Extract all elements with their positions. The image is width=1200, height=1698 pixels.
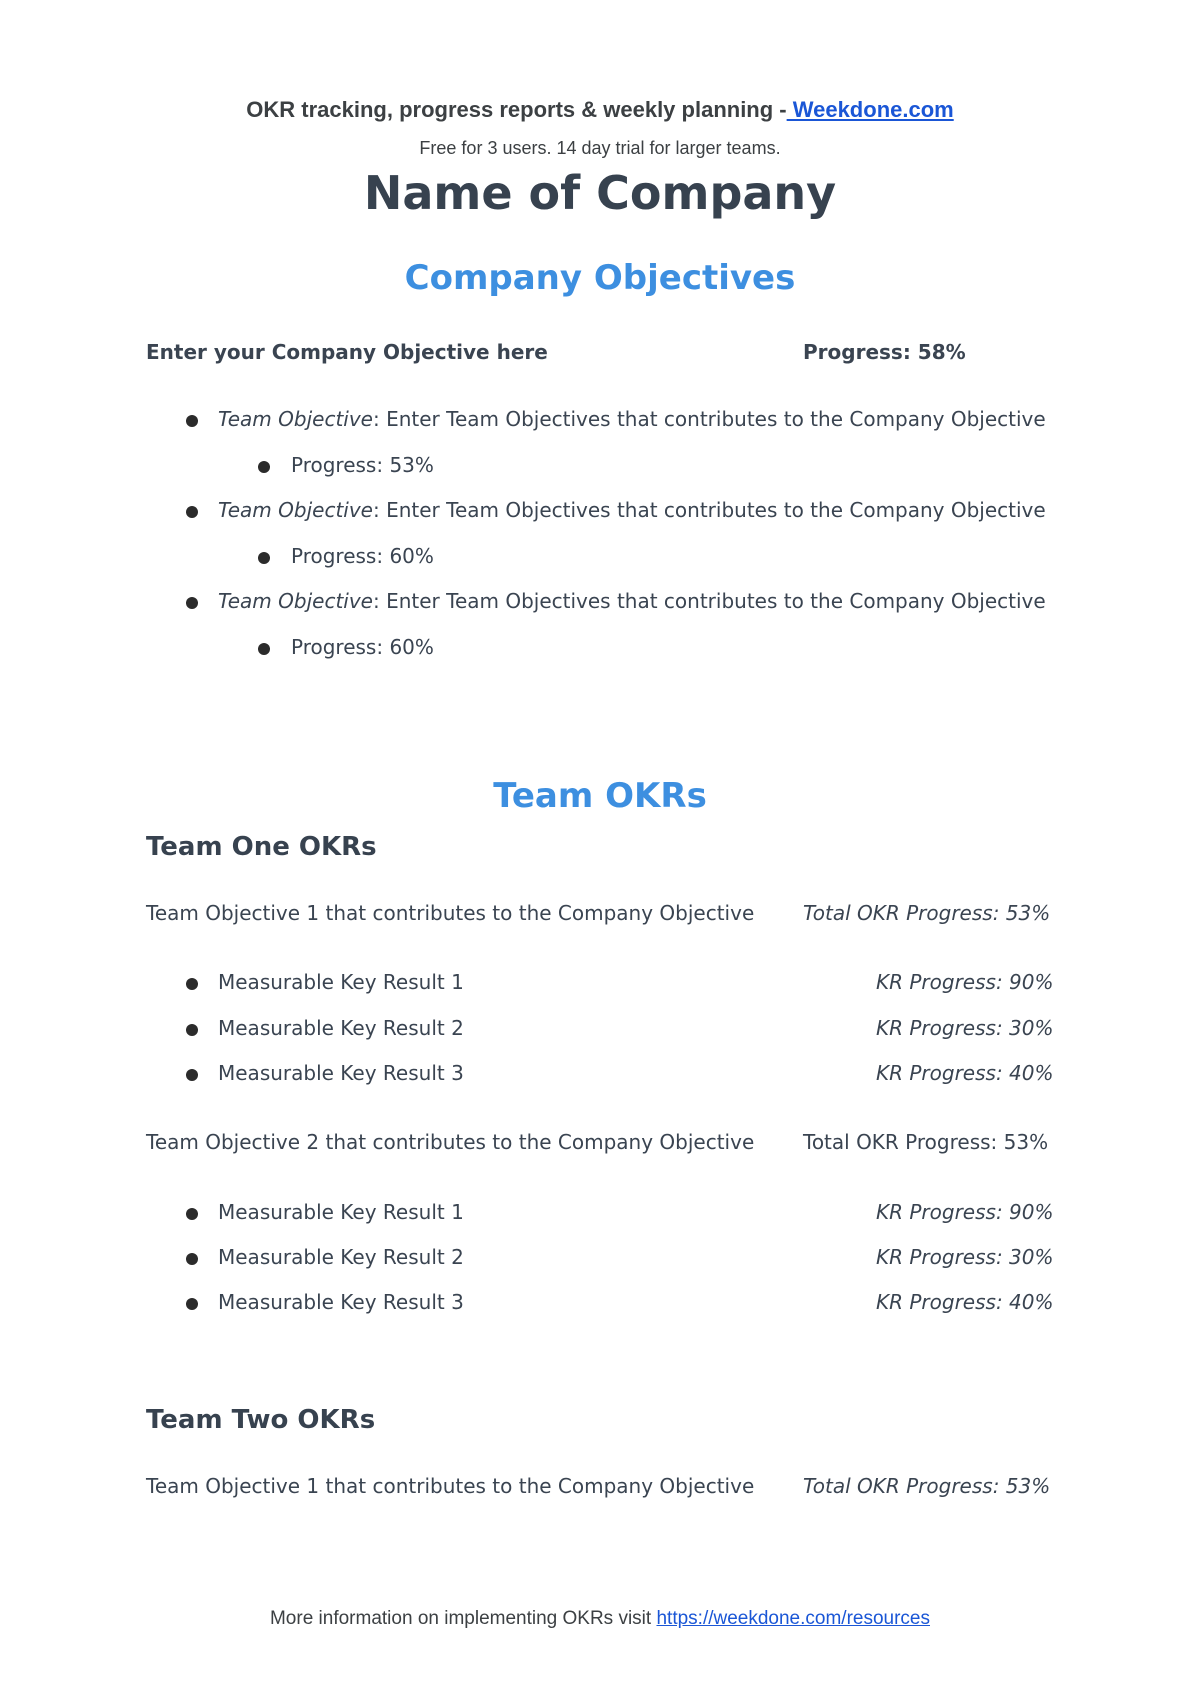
team-objective-progress: Progress: 60% (291, 635, 434, 659)
kr-progress: KR Progress: 30% (876, 1016, 1054, 1040)
team-name: Team One OKRs (146, 832, 377, 862)
kr-progress: KR Progress: 90% (876, 970, 1054, 994)
kr-progress: KR Progress: 90% (876, 1200, 1054, 1224)
footer-text: More information on implementing OKRs visit (269, 1608, 657, 1629)
company-objective-progress: Progress: 58% (803, 340, 966, 364)
team-objective-item (218, 407, 1046, 431)
bullet (186, 1208, 198, 1220)
key-result: Measurable Key Result 1 (218, 1200, 464, 1224)
team-objective: Team Objective 2 that contributes to the Company Objective (146, 1130, 755, 1154)
promo-text: OKR tracking, progress reports & weekly planning - (246, 97, 787, 122)
bullet (186, 1024, 198, 1036)
company-name: Name of Company (363, 166, 837, 220)
key-result: Measurable Key Result 1 (218, 970, 464, 994)
total-okr-progress: Total OKR Progress: 53% (803, 1130, 1049, 1154)
team-objective-text: : Enter Team Objectives that contributes to the Company Objective (372, 498, 1046, 522)
promo-line (0, 97, 1200, 123)
promo-subtext: Free for 3 users. 14 day trial for larger teams. (419, 138, 781, 158)
team-objective-item (218, 589, 1046, 613)
key-result: Measurable Key Result 2 (218, 1245, 464, 1269)
bullet (186, 506, 198, 518)
team-objective: Team Objective 1 that contributes to the Company Objective (146, 901, 755, 925)
team-objective-text: : Enter Team Objectives that contributes to the Company Objective (372, 407, 1046, 431)
company-objectives-heading: Company Objectives (404, 258, 796, 298)
bullet (186, 597, 198, 609)
kr-progress: KR Progress: 40% (876, 1290, 1054, 1314)
footer (0, 1608, 1200, 1630)
team-objective-text: : Enter Team Objectives that contributes to the Company Objective (372, 589, 1046, 613)
company-objective: Enter your Company Objective here (146, 340, 548, 364)
team-objective: Team Objective 1 that contributes to the Company Objective (146, 1474, 755, 1498)
bullet (186, 978, 198, 990)
kr-progress: KR Progress: 40% (876, 1061, 1054, 1085)
total-okr-progress: Total OKR Progress: 53% (803, 1474, 1051, 1498)
key-result: Measurable Key Result 3 (218, 1061, 464, 1085)
kr-progress: KR Progress: 30% (876, 1245, 1054, 1269)
bullet (186, 1298, 198, 1310)
key-result: Measurable Key Result 2 (218, 1016, 464, 1040)
bullet (258, 643, 270, 655)
bullet (258, 552, 270, 564)
total-okr-progress: Total OKR Progress: 53% (803, 901, 1051, 925)
resources-link[interactable]: https://weekdone.com/resources (656, 1608, 930, 1629)
bullet (186, 1253, 198, 1265)
team-objective-progress: Progress: 60% (291, 544, 434, 568)
bullet (186, 1069, 198, 1081)
team-name: Team Two OKRs (146, 1405, 376, 1435)
team-objective-label: Team Objective (218, 498, 373, 522)
team-objective-progress: Progress: 53% (291, 453, 434, 477)
bullet (186, 415, 198, 427)
team-okrs-heading: Team OKRs (493, 776, 707, 816)
bullet (258, 461, 270, 473)
weekdone-link[interactable]: Weekdone.com (786, 97, 954, 122)
team-objective-item (218, 498, 1046, 522)
key-result: Measurable Key Result 3 (218, 1290, 464, 1314)
team-objective-label: Team Objective (218, 407, 373, 431)
team-objective-label: Team Objective (218, 589, 373, 613)
